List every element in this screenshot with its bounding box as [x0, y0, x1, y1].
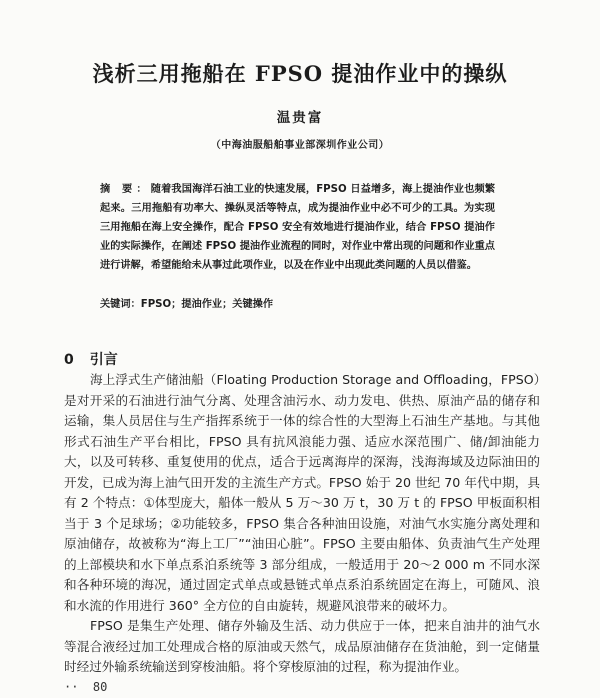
page-number: ·· 80: [64, 680, 108, 694]
keywords-text: FPSO；提油作业；关键操作: [140, 299, 274, 310]
body-text: [64, 370, 540, 678]
author-affiliation: （中海油服船舶事业部深圳作业公司）: [210, 140, 390, 151]
section-heading: [64, 349, 118, 369]
keywords: [100, 295, 495, 314]
abstract: [100, 180, 495, 275]
section-title: 引言: [89, 352, 118, 368]
paragraph-1: 海上浮式生产储油船（Floating Production Storage and Offloading，FPSO）是对开采的石油进行油气分离、处理含油污水、动力发电、供热、原油产品的储存和运输，集人员居住与生产指挥系统于一体的综合性的大型海上石油生产基地。与其他形式石油生产平台相比，FPSO 具有抗风浪能力强、适应水深范围广、储/卸油能力大，以及可转移、重复使用的优点，适合于远离海岸的深海，浅海海域及边际油田的开发，已成为海上油气田开发的主流生产方式。FPSO 始于 20 世纪 70 年代中期，具有 2 个特点：①体型庞大，船体一般从 5 万～30 万 t，30 万 t 的 FPSO 甲板面积相当于 3 个足球场；②功能较多，FPSO 集合各种油田设施，对油气水实施分离处理和原油储存，故被称为“海上工厂”“油田心脏”。FPSO 主要由船体、负责油气生产处理的上部模块和水下单点系泊系统等 3 部分组成，一般适用于 20～2 000 m 不同水深和各种环境的海况，通过固定式单点或悬链式单点系泊系统固定在海上，可随风、浪和水流的作用进行 360° 全方位的自由旋转，规避风浪带来的破坏力。: [64, 372, 540, 613]
abstract-text: 随着我国海洋石油工业的快速发展，FPSO 日益增多，海上提油作业也频繁起来。三用拖船有功率大、操纵灵活等特点，成为提油作业中必不可少的工具。为实现三用拖船在海上安全操作，配合 FPSO 安全有效地进行提油作业，结合 FPSO 提油作业的实际操作，在阐述 FPSO 提油作业流程的同时，对作业中常出现的问题和作业重点进行讲解，希望能给未从事过此项作业，以及在作业中出现此类问题的人员以借鉴。: [100, 184, 495, 271]
abstract-label: 摘 要：: [100, 184, 151, 195]
keywords-label: 关键词：: [100, 299, 141, 310]
author-name: 温贵富: [276, 110, 324, 126]
section-number: 0: [64, 352, 74, 368]
page-number-value: 80: [92, 680, 108, 694]
paragraph-2: FPSO 是集生产处理、储存外输及生活、动力供应于一体，把来自油井的油气水等混合液经过加工处理成合格的原油或天然气，成品原油储存在货油舱，到一定储量时经过外输系统输送到穿梭油船。将个穿梭原油的过程，称为提油作业。: [64, 618, 540, 674]
paper-title: 浅析三用拖船在 FPSO 提油作业中的操纵: [92, 61, 508, 86]
